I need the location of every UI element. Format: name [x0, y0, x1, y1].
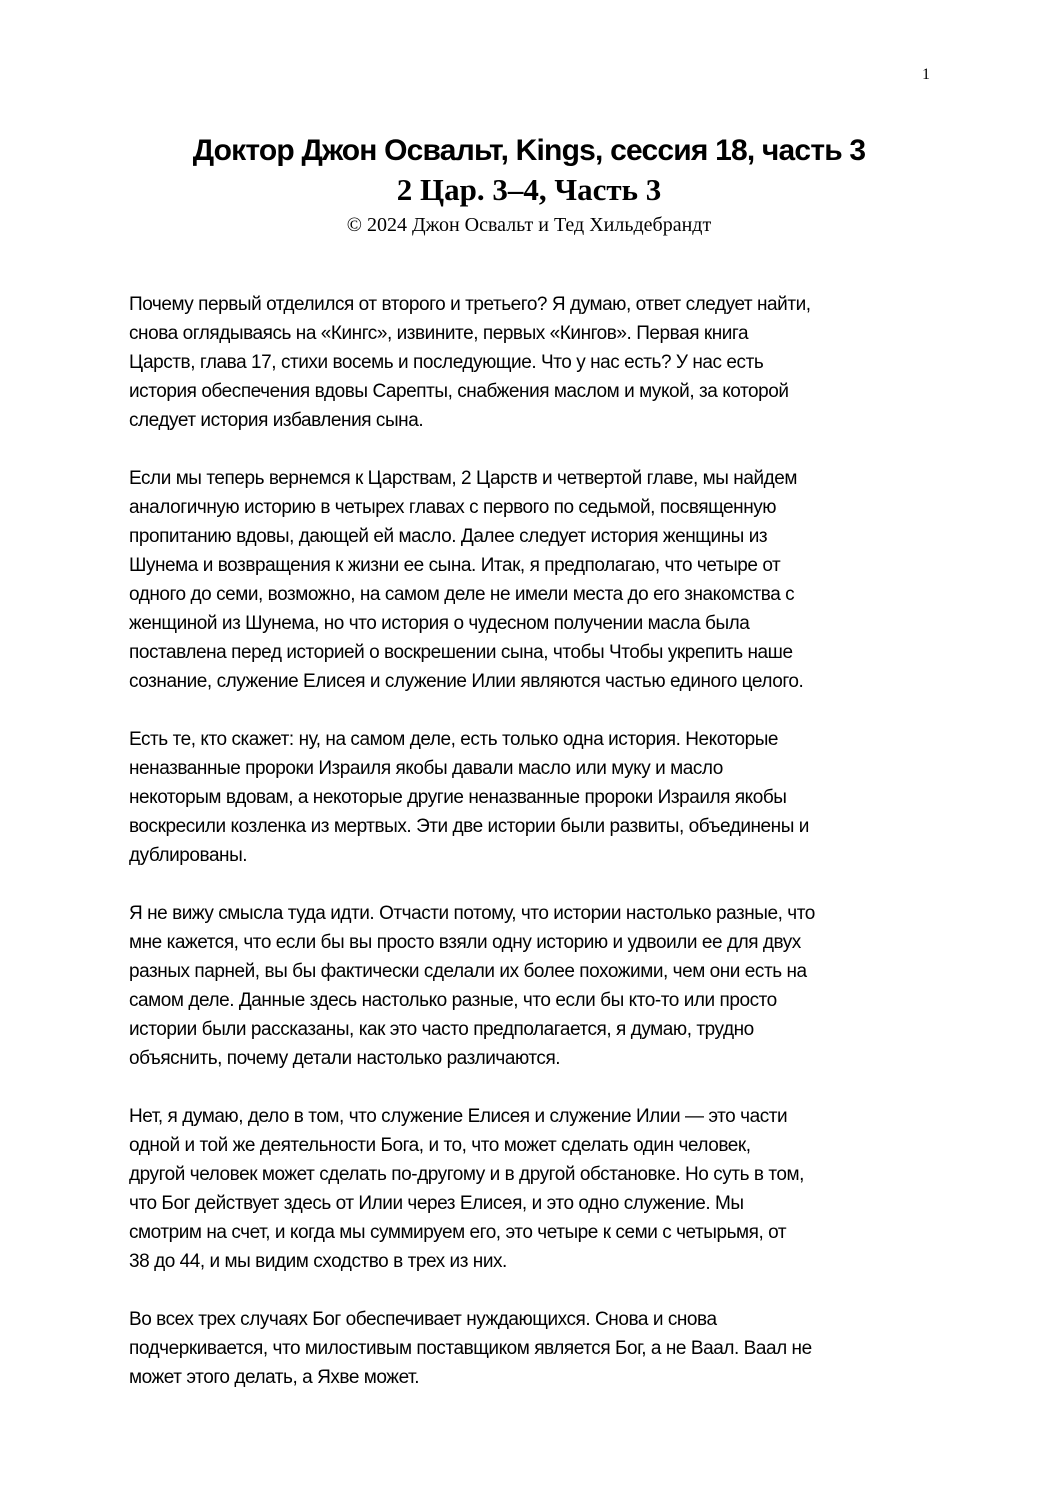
- text-line: Я не вижу смысла туда идти. Отчасти потому, что истории настолько разные, что: [129, 903, 815, 924]
- document-title: Доктор Джон Освальт, Kings, сессия 18, часть 3: [192, 134, 866, 167]
- text-line: аналогичную историю в четырех главах с первого по седьмой, посвященную: [129, 497, 777, 518]
- text-line: некоторым вдовам, а некоторые другие неназванные пророки Израиля якобы: [129, 787, 787, 808]
- text-line: смотрим на счет, и когда мы суммируем его, это четыре к семи с четырьмя, от: [129, 1222, 787, 1243]
- text-line: Во всех трех случаях Бог обеспечивает нуждающихся. Снова и снова: [129, 1309, 717, 1330]
- text-line: подчеркивается, что милостивым поставщиком является Бог, а не Ваал. Ваал не: [129, 1338, 812, 1359]
- page-number: 1: [922, 66, 930, 83]
- text-line: одной и той же деятельности Бога, и то, что может сделать один человек,: [129, 1135, 751, 1156]
- paragraph: [129, 1102, 949, 1276]
- text-line: Если мы теперь вернемся к Царствам, 2 Царств и четвертой главе, мы найдем: [129, 468, 797, 489]
- copyright-line: © 2024 Джон Освальт и Тед Хильдебрандт: [346, 214, 712, 236]
- text-line: пропитанию вдовы, дающей ей масло. Далее следует история женщины из: [129, 526, 768, 547]
- text-line: истории были рассказаны, как это часто предполагается, я думаю, трудно: [129, 1019, 754, 1040]
- text-line: Шунема и возвращения к жизни ее сына. Итак, я предполагаю, что четыре от: [129, 555, 781, 576]
- text-line: история обеспечения вдовы Сарепты, снабжения маслом и мукой, за которой: [129, 381, 789, 402]
- paragraph: [129, 290, 949, 435]
- text-line: мне кажется, что если бы вы просто взяли одну историю и удвоили ее для двух: [129, 932, 801, 953]
- text-line: 38 до 44, и мы видим сходство в трех из них.: [129, 1251, 507, 1272]
- text-line: одного до семи, возможно, на самом деле не имели места до его знакомства с: [129, 584, 795, 605]
- text-line: Почему первый отделился от второго и третьего? Я думаю, ответ следует найти,: [129, 294, 811, 315]
- document-body: [129, 290, 949, 1421]
- text-line: Нет, я думаю, дело в том, что служение Елисея и служение Илии — это части: [129, 1106, 788, 1127]
- text-line: Есть те, кто скажет: ну, на самом деле, есть только одна история. Некоторые: [129, 729, 779, 750]
- paragraph: [129, 1305, 949, 1392]
- text-line: сознание, служение Елисея и служение Илии являются частью единого целого.: [129, 671, 804, 692]
- paragraph: [129, 464, 949, 696]
- text-line: что Бог действует здесь от Илии через Елисея, и это одно служение. Мы: [129, 1193, 744, 1214]
- text-line: дублированы.: [129, 845, 248, 866]
- text-line: неназванные пророки Израиля якобы давали масло или муку и масло: [129, 758, 723, 779]
- paragraph: [129, 725, 949, 870]
- paragraph: [129, 899, 949, 1073]
- text-line: разных парней, вы бы фактически сделали их более похожими, чем они есть на: [129, 961, 807, 982]
- text-line: может этого делать, а Яхве может.: [129, 1367, 420, 1388]
- text-line: Царств, глава 17, стихи восемь и последующие. Что у нас есть? У нас есть: [129, 352, 764, 373]
- document-subtitle: 2 Цар. 3–4, Часть 3: [396, 172, 662, 207]
- text-line: поставлена перед историей о воскрешении сына, чтобы Чтобы укрепить наше: [129, 642, 793, 663]
- text-line: другой человек может сделать по-другому и в другой обстановке. Но суть в том,: [129, 1164, 804, 1185]
- text-line: снова оглядываясь на «Кингс», извините, первых «Кингов». Первая книга: [129, 323, 749, 344]
- text-line: следует история избавления сына.: [129, 410, 424, 431]
- text-line: воскресили козленка из мертвых. Эти две истории были развиты, объединены и: [129, 816, 809, 837]
- text-line: объяснить, почему детали настолько различаются.: [129, 1048, 561, 1069]
- text-line: самом деле. Данные здесь настолько разные, что если бы кто-то или просто: [129, 990, 777, 1011]
- text-line: женщиной из Шунема, но что история о чудесном получении масла была: [129, 613, 750, 634]
